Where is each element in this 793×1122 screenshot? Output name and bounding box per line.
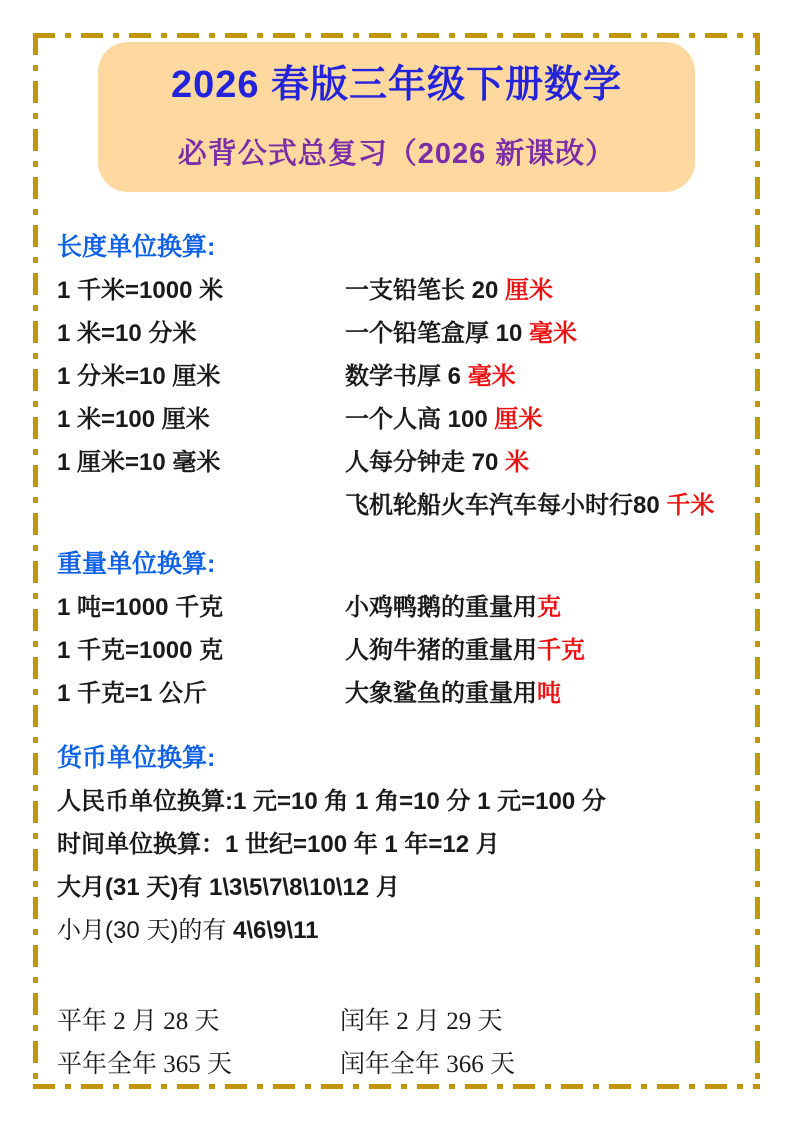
weight-row <box>57 672 754 715</box>
unit-highlight: 千克 <box>537 637 585 664</box>
conversion-formula: 1 千克=1 公斤 <box>57 680 208 707</box>
leap-year-fact: 闰年全年 366 天 <box>340 1051 516 1078</box>
section-length-heading: 长度单位换算: <box>57 233 216 261</box>
unit-highlight: 厘米 <box>494 406 543 433</box>
common-year-fact: 平年全年 365 天 <box>57 1051 233 1078</box>
big-month-numbers: 1\3\5\7\8\10\12 <box>209 874 370 901</box>
weight-row <box>57 586 754 629</box>
example-text <box>345 269 754 312</box>
big-month-prefix: 大月(31 天)有 <box>57 874 210 901</box>
example-text <box>345 398 754 441</box>
section-money <box>57 737 754 952</box>
small-month-prefix: 小月(30 天)的有 <box>57 917 234 944</box>
example-prefix: 数学书厚 6 <box>345 363 468 390</box>
conversion-formula: 1 分米=10 厘米 <box>57 363 221 390</box>
unit-highlight: 毫米 <box>529 320 578 347</box>
conversion-formula: 1 千米=1000 米 <box>57 277 224 304</box>
example-prefix: 一个人高 100 <box>345 406 495 433</box>
example-text <box>345 629 754 672</box>
conversion-formula: 1 厘米=10 毫米 <box>57 449 221 476</box>
rmb-conversion-line: 人民币单位换算:1 元=10 角 1 角=10 分 1 元=100 分 <box>57 788 606 815</box>
year-row <box>57 1043 754 1086</box>
unit-highlight: 米 <box>505 449 530 476</box>
time-conversion-line: 时间单位换算：1 世纪=100 年 1 年=12 月 <box>57 831 500 858</box>
example-text <box>345 441 754 484</box>
length-row <box>57 312 754 355</box>
conversion-formula: 1 米=10 分米 <box>57 320 197 347</box>
example-prefix: 一支铅笔长 20 <box>345 277 506 304</box>
section-year <box>57 1000 754 1086</box>
section-money-heading: 货币单位换算: <box>57 744 216 772</box>
example-prefix: 大象鲨鱼的重量用 <box>345 680 537 707</box>
weight-row <box>57 629 754 672</box>
unit-highlight: 千米 <box>666 492 715 519</box>
unit-highlight: 克 <box>537 594 561 621</box>
unit-highlight: 吨 <box>537 680 561 707</box>
leap-year-fact: 闰年 2 月 29 天 <box>340 1008 503 1035</box>
common-year-fact: 平年 2 月 28 天 <box>57 1008 220 1035</box>
example-prefix: 人每分钟走 70 <box>345 449 506 476</box>
header-banner <box>98 42 695 192</box>
big-month-suffix: 月 <box>369 874 400 901</box>
example-prefix: 人狗牛猪的重量用 <box>345 637 537 664</box>
example-prefix: 一个铅笔盒厚 10 <box>345 320 530 347</box>
unit-highlight: 厘米 <box>505 277 554 304</box>
small-month-numbers: 4\6\9\11 <box>233 917 319 944</box>
length-row <box>57 269 754 312</box>
conversion-formula <box>57 484 345 527</box>
length-row <box>57 441 754 484</box>
conversion-formula: 1 米=100 厘米 <box>57 406 210 433</box>
page-title: 2026 春版三年级下册数学 <box>170 64 623 106</box>
small-month-line <box>57 909 754 952</box>
unit-highlight: 毫米 <box>467 363 516 390</box>
big-month-line <box>57 866 754 909</box>
example-text <box>345 355 754 398</box>
worksheet-content <box>57 226 754 1086</box>
section-weight-heading: 重量单位换算: <box>57 550 216 578</box>
example-prefix: 飞机轮船火车汽车每小时行80 <box>345 492 667 519</box>
length-row <box>57 484 754 527</box>
year-row <box>57 1000 754 1043</box>
worksheet-page <box>33 33 760 1089</box>
page-subtitle: 必背公式总复习（2026 新课改） <box>177 138 616 170</box>
section-length <box>57 226 754 527</box>
example-prefix: 小鸡鸭鹅的重量用 <box>345 594 537 621</box>
example-text <box>345 312 754 355</box>
example-text <box>345 586 754 629</box>
example-text <box>345 672 754 715</box>
length-row <box>57 398 754 441</box>
conversion-formula: 1 吨=1000 千克 <box>57 594 224 621</box>
conversion-formula: 1 千克=1000 克 <box>57 637 224 664</box>
length-row <box>57 355 754 398</box>
section-weight <box>57 543 754 715</box>
example-text <box>345 484 754 527</box>
